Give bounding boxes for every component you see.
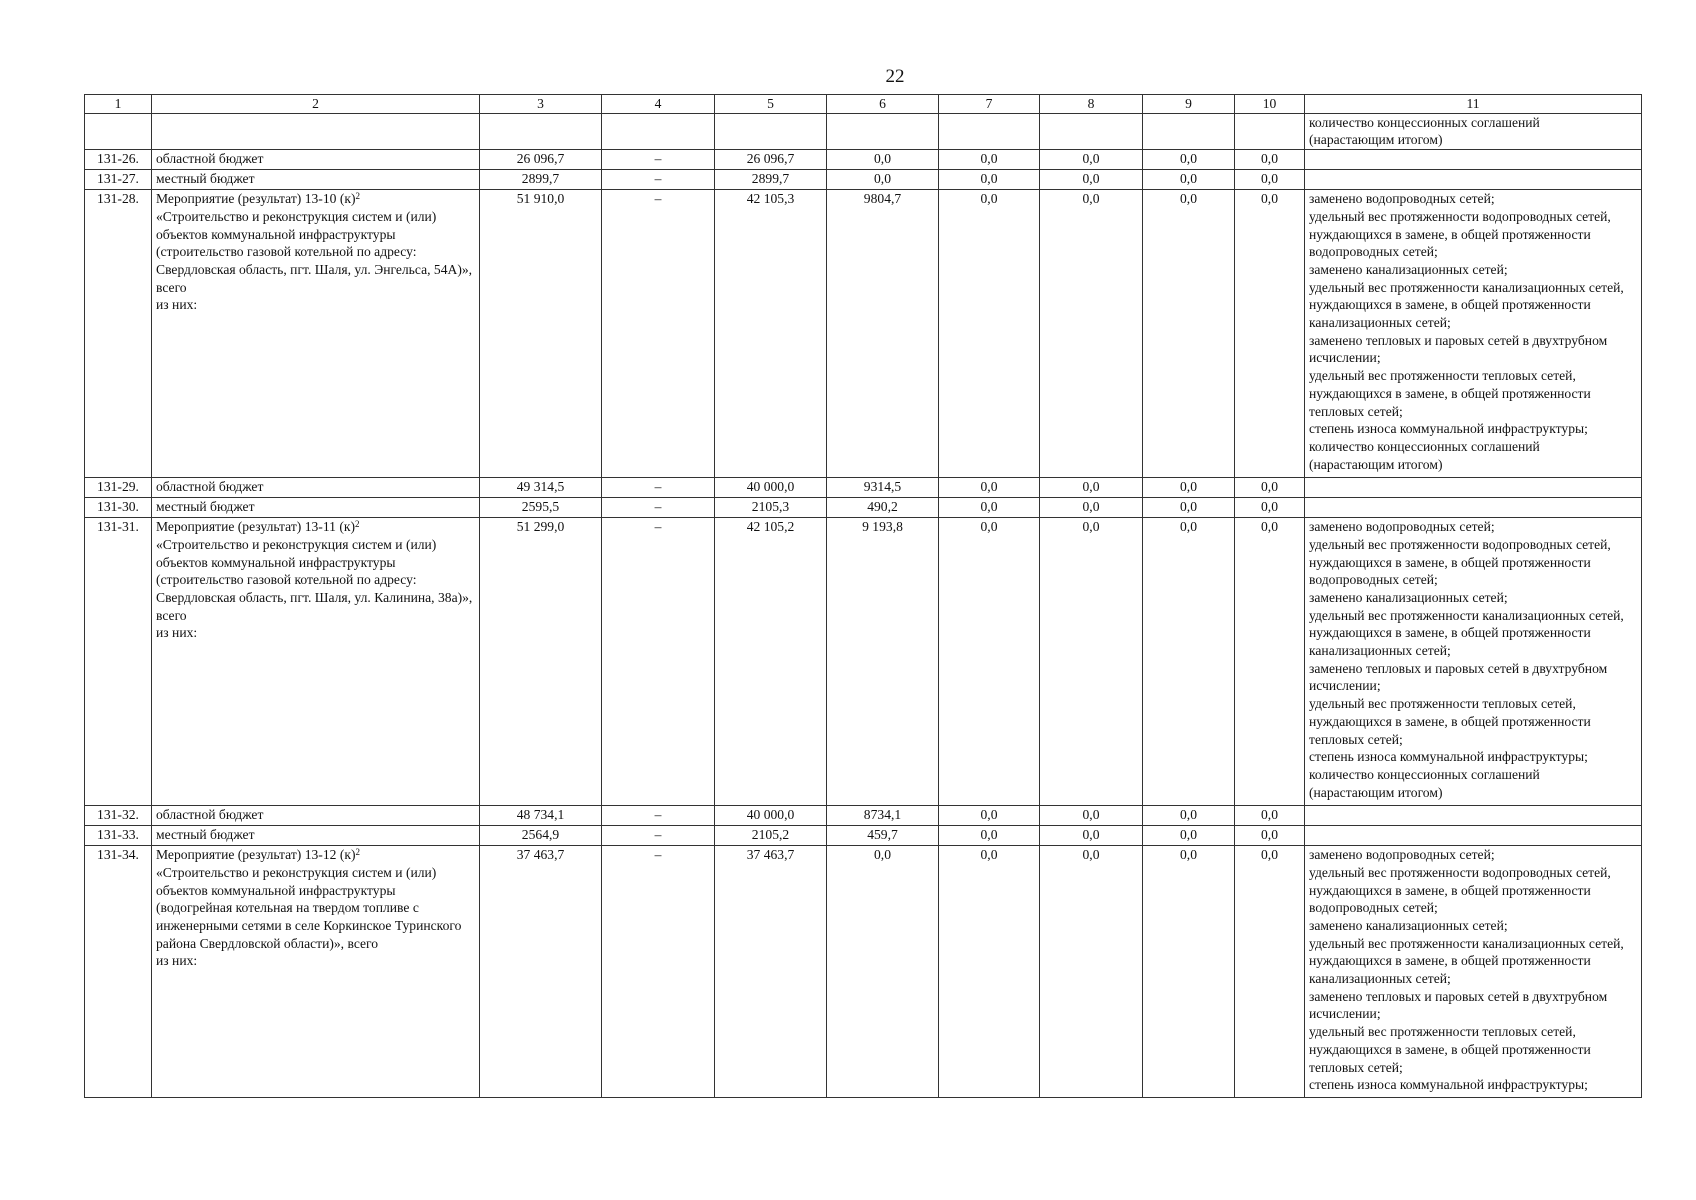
cell-text: заменено тепловых и паровых сетей в двухтрубном исчислении; <box>1309 660 1608 694</box>
cell-text: – <box>654 499 662 515</box>
row-name-cell <box>152 113 480 149</box>
value-cell-col6 <box>827 150 939 170</box>
value-cell-col7 <box>939 113 1040 149</box>
header-row <box>85 95 1642 114</box>
cell-text: 131-28. <box>97 191 139 207</box>
cell-text: «Строительство и реконструкция систем и (или) объектов коммунальной инфраструктуры (водогрейная котельная на твердом топливе с инженерными сетями в селе Коркинское Туринского района Свердловской области)», всего <box>156 864 462 951</box>
cell-text: 40 000,0 <box>746 807 795 823</box>
cell-text: 131-26. <box>97 151 139 167</box>
table-row <box>85 498 1642 518</box>
value-cell-col5 <box>715 170 827 190</box>
value-cell-col7 <box>939 170 1040 190</box>
value-cell-total <box>480 478 602 498</box>
value-cell-col10 <box>1235 806 1305 826</box>
indicator-cell <box>1305 826 1642 846</box>
indicator-cell <box>1305 113 1642 149</box>
cell-text: – <box>654 151 662 167</box>
value-cell-col7 <box>939 846 1040 1098</box>
value-cell-col10 <box>1235 846 1305 1098</box>
row-id-cell <box>85 150 152 170</box>
value-cell-col5 <box>715 826 827 846</box>
cell-text: местный бюджет <box>156 499 255 515</box>
table-row <box>85 170 1642 190</box>
value-cell-col6 <box>827 113 939 149</box>
cell-text: областной бюджет <box>156 151 264 167</box>
cell-text: 51 910,0 <box>516 191 565 207</box>
cell-text: областной бюджет <box>156 807 264 823</box>
cell-text: 0,0 <box>980 479 998 495</box>
cell-text: 0,0 <box>1082 151 1100 167</box>
cell-text: 37 463,7 <box>516 847 565 863</box>
cell-text: удельный вес протяженности тепловых сетей, нуждающихся в замене, в общей протяженности тепловых сетей; <box>1309 1024 1591 1075</box>
cell-text: 131-32. <box>97 807 139 823</box>
value-cell-col6 <box>827 478 939 498</box>
cell-text: 0,0 <box>1082 191 1100 207</box>
value-cell-col10 <box>1235 150 1305 170</box>
cell-text: удельный вес протяженности канализационных сетей, нуждающихся в замене, в общей протяженности канализационных сетей; <box>1309 935 1624 987</box>
budget-table <box>84 94 1642 1098</box>
cell-text: 0,0 <box>1180 827 1197 843</box>
cell-text: заменено канализационных сетей; <box>1309 917 1508 933</box>
header-cell: 5 <box>715 95 827 114</box>
cell-text: 0,0 <box>1261 191 1278 207</box>
cell-text: 0,0 <box>980 807 998 823</box>
footnote-mark: 2 <box>354 519 360 530</box>
cell-text: «Строительство и реконструкция систем и (или) объектов коммунальной инфраструктуры (строительство газовой котельной по адресу: Свердловская область, пгт. Шаля, ул. Энгельса, 54А)», всего <box>156 208 473 295</box>
value-cell-col10 <box>1235 826 1305 846</box>
cell-text: – <box>654 847 662 863</box>
cell-text: Мероприятие (результат) 13-12 (к) <box>156 847 356 863</box>
indicator-cell <box>1305 518 1642 806</box>
cell-text: 0,0 <box>1180 191 1197 207</box>
cell-text: 0,0 <box>980 827 998 843</box>
cell-text: из них: <box>156 953 198 969</box>
header-cell: 2 <box>152 95 480 114</box>
indicator-cell <box>1305 170 1642 190</box>
value-cell-col7 <box>939 498 1040 518</box>
table-row <box>85 518 1642 806</box>
cell-text: 0,0 <box>1082 807 1100 823</box>
cell-text: 0,0 <box>980 519 998 535</box>
row-name-cell <box>152 498 480 518</box>
cell-text: 0,0 <box>1261 171 1278 187</box>
value-cell-col10 <box>1235 170 1305 190</box>
cell-text: 0,0 <box>1082 519 1100 535</box>
header-cell: 10 <box>1235 95 1305 114</box>
cell-text: заменено водопроводных сетей; <box>1309 847 1495 863</box>
value-cell-col4 <box>602 478 715 498</box>
row-id-cell <box>85 846 152 1098</box>
cell-text: удельный вес протяженности водопроводных сетей, нуждающихся в замене, в общей протяженности водопроводных сетей; <box>1309 208 1611 260</box>
cell-text: 0,0 <box>1180 807 1197 823</box>
value-cell-col5 <box>715 806 827 826</box>
cell-text: заменено канализационных сетей; <box>1309 589 1508 605</box>
cell-text: (нарастающим итогом) <box>1309 132 1443 148</box>
value-cell-col9 <box>1143 170 1235 190</box>
cell-text: 0,0 <box>1180 519 1197 535</box>
value-cell-col9 <box>1143 150 1235 170</box>
cell-text: удельный вес протяженности тепловых сетей, нуждающихся в замене, в общей протяженности тепловых сетей; <box>1309 368 1591 419</box>
value-cell-col8 <box>1040 113 1143 149</box>
cell-text: 37 463,7 <box>746 847 795 863</box>
cell-text: 0,0 <box>1082 827 1100 843</box>
cell-text: 0,0 <box>1261 479 1278 495</box>
row-id-cell <box>85 518 152 806</box>
value-cell-col10 <box>1235 518 1305 806</box>
row-id-cell <box>85 113 152 149</box>
cell-text: 0,0 <box>874 171 891 187</box>
cell-text: Мероприятие (результат) 13-10 (к) <box>156 191 356 207</box>
cell-text: 0,0 <box>1082 499 1100 515</box>
cell-text: 0,0 <box>980 191 998 207</box>
header-cell: 11 <box>1305 95 1642 114</box>
value-cell-col4 <box>602 170 715 190</box>
value-cell-col6 <box>827 498 939 518</box>
cell-text: 26 096,7 <box>746 151 795 167</box>
cell-text: удельный вес протяженности водопроводных сетей, нуждающихся в замене, в общей протяженности водопроводных сетей; <box>1309 864 1611 916</box>
cell-text: 26 096,7 <box>516 151 565 167</box>
header-cell: 4 <box>602 95 715 114</box>
row-name-cell <box>152 478 480 498</box>
value-cell-col9 <box>1143 806 1235 826</box>
value-cell-col5 <box>715 846 827 1098</box>
cell-text: 40 000,0 <box>746 479 795 495</box>
table-row <box>85 113 1642 149</box>
cell-text: 131-29. <box>97 479 139 495</box>
value-cell-col8 <box>1040 478 1143 498</box>
cell-text: удельный вес протяженности канализационных сетей, нуждающихся в замене, в общей протяженности канализационных сетей; <box>1309 607 1624 659</box>
cell-text: степень износа коммунальной инфраструктуры; <box>1309 1077 1588 1093</box>
value-cell-col8 <box>1040 150 1143 170</box>
row-id-cell <box>85 478 152 498</box>
cell-text: 0,0 <box>1261 151 1278 167</box>
footnote-mark: 2 <box>355 191 360 202</box>
value-cell-total <box>480 190 602 478</box>
value-cell-col6 <box>827 518 939 806</box>
indicator-cell <box>1305 806 1642 826</box>
value-cell-col9 <box>1143 190 1235 478</box>
value-cell-col7 <box>939 518 1040 806</box>
value-cell-col8 <box>1040 498 1143 518</box>
cell-text: 131-34. <box>97 847 139 863</box>
value-cell-total <box>480 170 602 190</box>
value-cell-col8 <box>1040 826 1143 846</box>
cell-text: 0,0 <box>1180 171 1197 187</box>
cell-text: 459,7 <box>867 827 898 843</box>
value-cell-total <box>480 846 602 1098</box>
cell-text: заменено тепловых и паровых сетей в двухтрубном исчислении; <box>1309 332 1608 366</box>
cell-text: 8734,1 <box>863 807 902 823</box>
cell-text: – <box>654 191 662 207</box>
cell-text: 0,0 <box>1261 827 1278 843</box>
value-cell-col4 <box>602 190 715 478</box>
cell-text: 0,0 <box>1180 499 1197 515</box>
cell-text: – <box>654 479 662 495</box>
row-name-cell <box>152 170 480 190</box>
value-cell-total <box>480 826 602 846</box>
indicator-cell <box>1305 498 1642 518</box>
cell-text: – <box>654 807 662 823</box>
cell-text: 0,0 <box>1082 479 1100 495</box>
table-row <box>85 190 1642 478</box>
cell-text: 42 105,2 <box>746 519 795 535</box>
value-cell-col9 <box>1143 518 1235 806</box>
table-row <box>85 150 1642 170</box>
value-cell-col4 <box>602 806 715 826</box>
cell-text: 0,0 <box>1180 479 1197 495</box>
header-cell: 3 <box>480 95 602 114</box>
cell-text: «Строительство и реконструкция систем и (или) объектов коммунальной инфраструктуры (строительство газовой котельной по адресу: Свердловская область, пгт. Шаля, ул. Калинина, 38а)», всего <box>156 536 473 623</box>
cell-text: 0,0 <box>980 171 998 187</box>
value-cell-col5 <box>715 150 827 170</box>
cell-text: 131-31. <box>97 519 139 535</box>
cell-text: – <box>654 519 662 535</box>
cell-text: заменено водопроводных сетей; <box>1309 519 1495 535</box>
cell-text: 0,0 <box>1261 847 1278 863</box>
value-cell-col7 <box>939 190 1040 478</box>
cell-text: 42 105,3 <box>746 191 795 207</box>
value-cell-col4 <box>602 826 715 846</box>
cell-text: 0,0 <box>1261 499 1278 515</box>
cell-text: 0,0 <box>1082 171 1100 187</box>
cell-text: областной бюджет <box>156 479 264 495</box>
value-cell-col10 <box>1235 478 1305 498</box>
cell-text: количество концессионных соглашений <box>1309 438 1540 454</box>
row-name-cell <box>152 826 480 846</box>
cell-text: степень износа коммунальной инфраструктуры; <box>1309 749 1588 765</box>
cell-text: 0,0 <box>980 151 998 167</box>
cell-text: 0,0 <box>980 847 998 863</box>
cell-text: 131-30. <box>97 499 139 515</box>
footnote-mark: 2 <box>355 847 360 858</box>
cell-text: 0,0 <box>1082 847 1100 863</box>
row-name-cell <box>152 846 480 1098</box>
value-cell-col9 <box>1143 113 1235 149</box>
cell-text: 2899,7 <box>751 171 790 187</box>
value-cell-total <box>480 806 602 826</box>
page-number: 22 <box>885 66 905 87</box>
cell-text: заменено водопроводных сетей; <box>1309 191 1495 207</box>
table-row <box>85 846 1642 1098</box>
cell-text: местный бюджет <box>156 171 255 187</box>
cell-text: заменено канализационных сетей; <box>1309 261 1508 277</box>
value-cell-col8 <box>1040 170 1143 190</box>
cell-text: 0,0 <box>874 847 891 863</box>
header-cell: 1 <box>85 95 152 114</box>
value-cell-col9 <box>1143 498 1235 518</box>
header-cell: 6 <box>827 95 939 114</box>
cell-text: удельный вес протяженности канализационных сетей, нуждающихся в замене, в общей протяженности канализационных сетей; <box>1309 279 1624 331</box>
indicator-cell <box>1305 190 1642 478</box>
indicator-cell <box>1305 150 1642 170</box>
value-cell-col6 <box>827 170 939 190</box>
value-cell-total <box>480 498 602 518</box>
value-cell-col8 <box>1040 518 1143 806</box>
cell-text: (нарастающим итогом) <box>1309 456 1443 472</box>
value-cell-total <box>480 113 602 149</box>
value-cell-col6 <box>827 826 939 846</box>
cell-text: 0,0 <box>1180 151 1197 167</box>
cell-text: степень износа коммунальной инфраструктуры; <box>1309 421 1588 437</box>
table-row <box>85 826 1642 846</box>
value-cell-col6 <box>827 806 939 826</box>
cell-text: 490,2 <box>867 499 898 515</box>
cell-text: 2595,5 <box>521 499 560 515</box>
value-cell-col9 <box>1143 478 1235 498</box>
value-cell-col8 <box>1040 846 1143 1098</box>
value-cell-col4 <box>602 518 715 806</box>
indicator-cell <box>1305 846 1642 1098</box>
value-cell-col7 <box>939 806 1040 826</box>
value-cell-total <box>480 518 602 806</box>
cell-text: 0,0 <box>1261 807 1278 823</box>
cell-text: 49 314,5 <box>516 479 565 495</box>
header-cell: 9 <box>1143 95 1235 114</box>
cell-text: 9804,7 <box>863 191 902 207</box>
row-id-cell <box>85 826 152 846</box>
row-name-cell <box>152 518 480 806</box>
value-cell-col5 <box>715 478 827 498</box>
value-cell-col8 <box>1040 190 1143 478</box>
value-cell-col6 <box>827 846 939 1098</box>
cell-text: 0,0 <box>1180 847 1197 863</box>
cell-text: заменено тепловых и паровых сетей в двухтрубном исчислении; <box>1309 988 1608 1022</box>
cell-text: 51 299,0 <box>516 519 565 535</box>
value-cell-col6 <box>827 190 939 478</box>
cell-text: из них: <box>156 297 198 313</box>
cell-text: Мероприятие (результат) 13-11 (к) <box>156 519 355 535</box>
cell-text: (нарастающим итогом) <box>1309 784 1443 800</box>
value-cell-col4 <box>602 150 715 170</box>
cell-text: 2105,2 <box>751 827 790 843</box>
value-cell-col5 <box>715 190 827 478</box>
value-cell-col5 <box>715 113 827 149</box>
cell-text: 2899,7 <box>521 171 560 187</box>
cell-text: количество концессионных соглашений <box>1309 766 1540 782</box>
row-id-cell <box>85 498 152 518</box>
value-cell-col10 <box>1235 190 1305 478</box>
value-cell-col9 <box>1143 846 1235 1098</box>
value-cell-col7 <box>939 826 1040 846</box>
cell-text: 48 734,1 <box>516 807 565 823</box>
row-name-cell <box>152 190 480 478</box>
cell-text: 9314,5 <box>863 479 902 495</box>
value-cell-total <box>480 150 602 170</box>
value-cell-col9 <box>1143 826 1235 846</box>
cell-text: – <box>654 827 662 843</box>
value-cell-col7 <box>939 150 1040 170</box>
value-cell-col4 <box>602 498 715 518</box>
value-cell-col10 <box>1235 113 1305 149</box>
header-cell: 7 <box>939 95 1040 114</box>
cell-text: 131-27. <box>97 171 139 187</box>
cell-text: 0,0 <box>1261 519 1278 535</box>
cell-text: местный бюджет <box>156 827 255 843</box>
cell-text: 2105,3 <box>751 499 790 515</box>
cell-text: из них: <box>156 625 198 641</box>
value-cell-col4 <box>602 113 715 149</box>
table-row <box>85 806 1642 826</box>
row-name-cell <box>152 806 480 826</box>
cell-text: удельный вес протяженности водопроводных сетей, нуждающихся в замене, в общей протяженности водопроводных сетей; <box>1309 536 1611 588</box>
cell-text: – <box>654 171 662 187</box>
cell-text: 2564,9 <box>521 827 560 843</box>
table-row <box>85 478 1642 498</box>
value-cell-col10 <box>1235 498 1305 518</box>
cell-text: 9 193,8 <box>862 519 903 535</box>
value-cell-col5 <box>715 518 827 806</box>
value-cell-col8 <box>1040 806 1143 826</box>
row-id-cell <box>85 190 152 478</box>
row-name-cell <box>152 150 480 170</box>
cell-text: 0,0 <box>874 151 891 167</box>
header-cell: 8 <box>1040 95 1143 114</box>
value-cell-col4 <box>602 846 715 1098</box>
value-cell-col7 <box>939 478 1040 498</box>
indicator-cell <box>1305 478 1642 498</box>
cell-text: удельный вес протяженности тепловых сетей, нуждающихся в замене, в общей протяженности тепловых сетей; <box>1309 696 1591 747</box>
row-id-cell <box>85 170 152 190</box>
value-cell-col5 <box>715 498 827 518</box>
cell-text: 131-33. <box>97 827 139 843</box>
cell-text: 0,0 <box>980 499 998 515</box>
row-id-cell <box>85 806 152 826</box>
cell-text: количество концессионных соглашений <box>1309 114 1540 130</box>
